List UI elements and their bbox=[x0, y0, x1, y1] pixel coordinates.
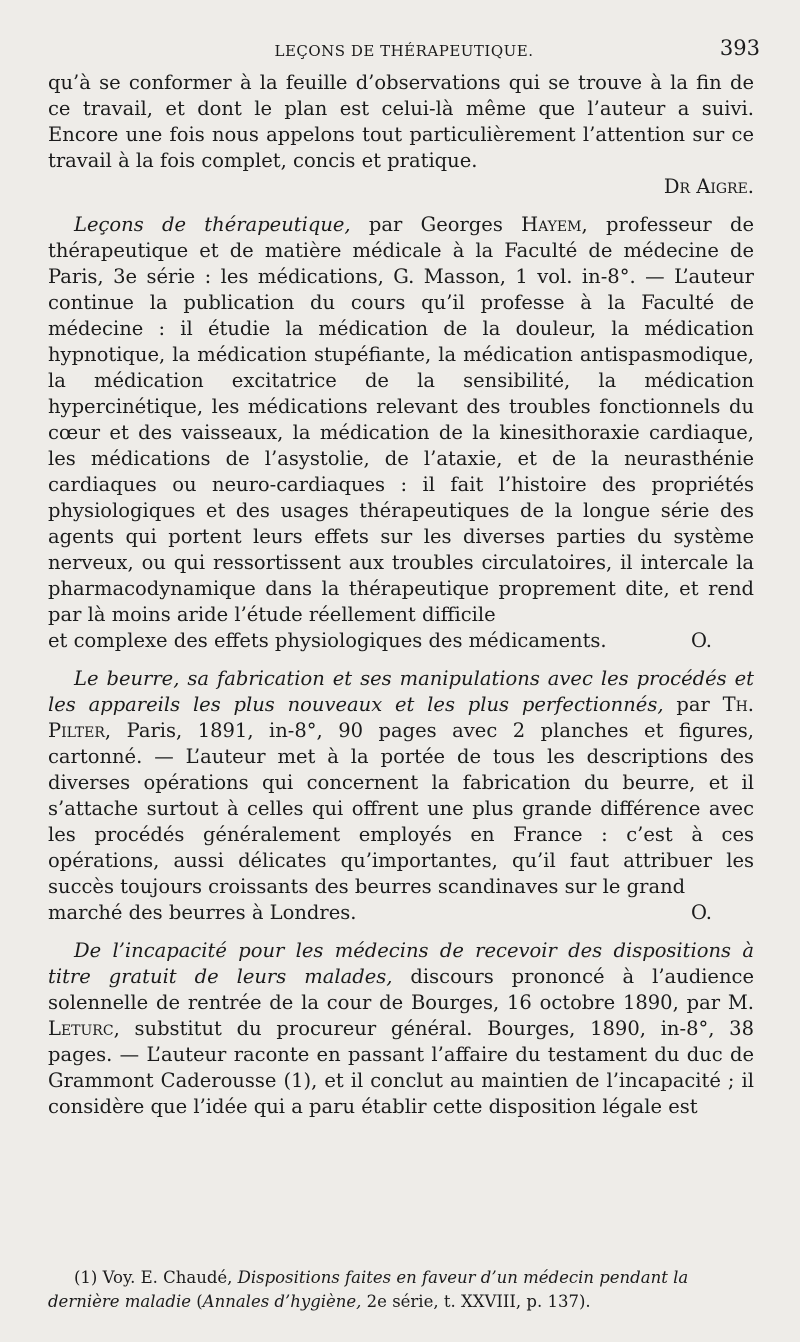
review-incapacite-text2: , substitut du procureur général. Bourges, 1890, in-8°, 38 pages. — L’auteur raconte en passant l’affaire du testament du duc de Grammont Caderousse (1), et il conclut au maintien de l’incapacité ; il considère que l’idée qui a paru établir cette disposition légale est bbox=[48, 1017, 754, 1118]
intro-paragraph bbox=[48, 70, 754, 174]
footnote-journal: Annales d’hygiène, bbox=[202, 1292, 362, 1311]
review-hayem-author: Hayem bbox=[521, 213, 582, 236]
header-title: LEÇONS DE THÉRAPEUTIQUE. bbox=[274, 42, 534, 60]
review-beurre-end bbox=[48, 900, 754, 926]
footnote-paren: ( bbox=[190, 1292, 203, 1311]
intro-signature: Dr Aigre. bbox=[663, 175, 754, 198]
review-incapacite bbox=[48, 938, 754, 1120]
review-incapacite-author: Leturc bbox=[48, 1017, 114, 1040]
review-beurre-signature: O. bbox=[690, 901, 712, 924]
intro-signature-line bbox=[48, 174, 754, 200]
running-header bbox=[48, 36, 760, 66]
intro-text: qu’à se conformer à la feuille d’observations qui se trouve à la fin de ce travail, et dont le plan est celui-là même que l’auteur a suivi. Encore une fois nous appelons tout particulièrement l’attention sur ce travail à la fois complet, concis et pratique. bbox=[48, 71, 754, 172]
review-beurre-text: , Paris, 1891, in-8°, 90 pages avec 2 planches et figures, cartonné. — L’auteur met à la portée de tous les descriptions des diverses opérations qui concernent la fabrication du beurre, et il s’attache surtout à celles qui offrent une plus grande différence avec les procédés généralement employés en France : c’est à ces opérations, aussi délicates qu’importantes, qu’il faut attribuer les succès toujours croissants des beurres scandinaves sur le grand bbox=[48, 719, 754, 898]
review-hayem-by: par Georges bbox=[350, 213, 522, 236]
review-beurre-by: par bbox=[663, 693, 723, 716]
footnote-title: Dispositions faites en faveur d’un médecin pendant la dernière maladie bbox=[48, 1268, 689, 1311]
review-hayem-last-line: et complexe des effets physiologiques des médicaments. bbox=[48, 629, 607, 652]
review-hayem-signature: O. bbox=[690, 629, 712, 652]
page-body bbox=[48, 70, 754, 1120]
footnote-suffix: 2e série, t. XXVIII, p. 137). bbox=[361, 1292, 591, 1311]
review-beurre-title: Le beurre, sa fabrication et ses manipulations avec les procédés et les appareils les plus nouveaux et les plus perfectionnés, bbox=[48, 667, 754, 716]
review-beurre bbox=[48, 666, 754, 900]
footnote-prefix: (1) Voy. E. Chaudé, bbox=[74, 1268, 238, 1287]
review-hayem-end bbox=[48, 628, 754, 654]
review-incapacite-text1: discours prononcé à l’audience solennelle de rentrée de la cour de Bourges, 16 octobre 1890, par M. bbox=[48, 965, 754, 1014]
review-hayem-text: , professeur de thérapeutique et de matière médicale à la Faculté de médecine de Paris, 3e série : les médications, G. Masson, 1 vol. in-8°. — L’auteur continue la publication du cours qu’il professe à la Faculté de médecine : il étudie la médication de la douleur, la médication hypnotique, la médication stupéfiante, la médication antispasmodique, la médication excitatrice de la sensibilité, la médication hypercinétique, les médications relevant des troubles fonctionnels du cœur et des vaisseaux, la médication de la kinesithoraxie cardiaque, les médications de l’asystolie, de l’ataxie, et de la neurasthénie cardiaques ou neuro-cardiaques : il fait l’histoire des propriétés physiologiques et des usages thérapeutiques de la longue série des agents qui portent leurs effets sur les diverses parties du système nerveux, ou qui ressortissent aux troubles circulatoires, il intercale la pharmacodynamique dans la thérapeutique proprement dite, et rend par là moins aride l’étude réellement difficile bbox=[48, 213, 755, 626]
review-beurre-author: Th. Pilter bbox=[48, 693, 754, 742]
review-beurre-last-line: marché des beurres à Londres. bbox=[48, 901, 357, 924]
page-number: 393 bbox=[719, 36, 760, 60]
footnote-text bbox=[48, 1266, 754, 1314]
review-hayem bbox=[48, 212, 754, 628]
footnote bbox=[48, 1266, 754, 1314]
review-hayem-title: Leçons de thérapeutique, bbox=[74, 213, 351, 236]
review-incapacite-title: De l’incapacité pour les médecins de recevoir des dispositions à titre gratuit de leurs malades, bbox=[48, 939, 754, 988]
